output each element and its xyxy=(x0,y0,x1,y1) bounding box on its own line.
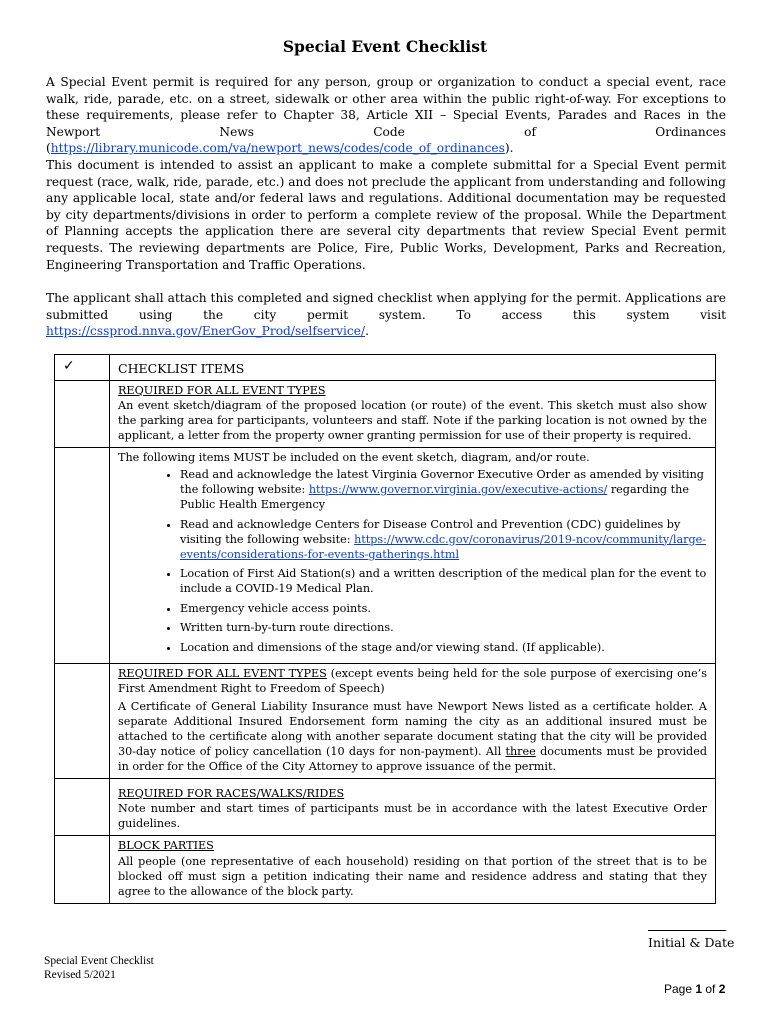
list-item: • Location of First Aid Station(s) and a written description of the medical plan for the event to include a COVID-19 Medical Plan. xyxy=(180,566,707,596)
municode-link[interactable]: https://library.municode.com/va/newport_news/codes/code_of_ordinances xyxy=(50,141,505,156)
check-box[interactable] xyxy=(55,779,110,836)
intro-p1-text: A Special Event permit is required for any person, group or organization to conduct a special event, race walk, ride, parade, etc. on a street, sidewalk or other area within the public right-of-way. For exceptions to these requirements, please refer to Chapter 38, Article XII – Special Events, Parades and Races in the Newport News Code of Ordinances ( xyxy=(46,75,726,156)
row-heading-block xyxy=(118,666,707,696)
list-item: • Location and dimensions of the stage and/or viewing stand. (If applicable). xyxy=(180,640,707,655)
intro-paragraph-2: This document is intended to assist an applicant to make a complete submittal for a Special Event permit request (race, walk, ride, parade, etc.) and does not preclude the applicant from understanding and following any applicable local, state and/or federal laws and regulations. Additional documentation may be requested by city departments/divisions in order to perform a complete review of the proposal. While the Department of Planning accepts the application there are several city departments that review Special Event permit requests. The reviewing departments are Police, Fire, Public Works, Development, Parks and Recreation, Engineering Transportation and Traffic Operations. xyxy=(46,158,726,272)
signature-label: Initial & Date xyxy=(648,935,735,950)
intro-p3-end: . xyxy=(365,324,369,339)
table-row xyxy=(55,448,716,664)
checklist-table xyxy=(54,354,716,904)
permit-system-link[interactable]: https://cssprod.nnva.gov/EnerGov_Prod/selfservice/ xyxy=(46,324,366,339)
row-heading: REQUIRED FOR ALL EVENT TYPES xyxy=(118,384,326,397)
check-box[interactable] xyxy=(55,381,110,448)
row-heading: BLOCK PARTIES xyxy=(118,839,214,852)
checkmark-header xyxy=(55,355,110,381)
check-box[interactable] xyxy=(55,664,110,779)
row-event-sketch xyxy=(110,381,716,448)
row-heading: REQUIRED FOR RACES/WALKS/RIDES xyxy=(118,787,345,800)
page-title: Special Event Checklist xyxy=(282,37,488,56)
table-row xyxy=(55,381,716,448)
checklist-items-header: CHECKLIST ITEMS xyxy=(110,355,716,381)
table-row xyxy=(55,836,716,904)
row-heading: REQUIRED FOR ALL EVENT TYPES xyxy=(118,667,327,680)
intro-p3-text: The applicant shall attach this completed and signed checklist when applying for the permit. Applications are submitted using the city permit system. To access this system visit xyxy=(46,291,726,322)
cdc-link[interactable]: https://www.cdc.gov/coronavirus/2019-ncov/community/large-events/considerations-for-events-gatherings.html xyxy=(180,532,707,561)
row-races xyxy=(110,779,716,836)
row-body: A Certificate of General Liability Insurance must have Newport News listed as a certificate holder. A separate Additional Insured Endorsement form naming the city as an additional insured must be attached to the certificate along with another separate document stating that the city will be provided 30-day notice of policy cancellation (10 days for non-payment). All three documents must be provided in order for the Office of the City Attorney to approve issuance of the permit. xyxy=(118,700,707,773)
checkmark-icon: ✓ xyxy=(63,358,75,374)
row-body: An event sketch/diagram of the proposed location (or route) of the event. This sketch must also show the parking area for participants, volunteers and staff. Note if the parking location is not owned by the applicant, a letter from the property owner granting permission for use of their property is required. xyxy=(118,399,707,442)
row-heading-rest: (except events being held for the sole purpose of exercising one’s First Amendment Right to Freedom of Speech) xyxy=(118,667,707,695)
footer-revision: Revised 5/2021 xyxy=(44,969,116,981)
check-box[interactable] xyxy=(55,836,110,904)
check-box[interactable] xyxy=(55,448,110,664)
intro-paragraph-1 xyxy=(46,74,726,157)
row-block-parties xyxy=(110,836,716,904)
table-row xyxy=(55,664,716,779)
governor-link[interactable]: https://www.governor.virginia.gov/executive-actions/ xyxy=(308,483,608,496)
list-item: • Read and acknowledge Centers for Disease Control and Prevention (CDC) guidelines by visiting the following website: https://www.cdc.gov/coronavirus/2019-ncov/community/large-events/considerations-for-events-gatherings.html xyxy=(180,517,707,562)
intro-p1-end: ). xyxy=(504,141,514,156)
row-sketch-items xyxy=(110,448,716,664)
intro-paragraph-3 xyxy=(46,290,726,340)
row-body: Note number and start times of participants must be in accordance with the latest Executive Order guidelines. xyxy=(118,802,707,830)
sketch-items-list xyxy=(118,467,707,655)
list-item: • Written turn-by-turn route directions. xyxy=(180,620,707,635)
row-insurance xyxy=(110,664,716,779)
table-row xyxy=(55,779,716,836)
list-item: • Emergency vehicle access points. xyxy=(180,601,707,616)
signature-line[interactable] xyxy=(648,930,726,931)
list-item: • Read and acknowledge the latest Virginia Governor Executive Order as amended by visiting the following website: https://www.governor.virginia.gov/executive-actions/ regarding the Public Health Emergency xyxy=(180,467,707,512)
footer-title: Special Event Checklist xyxy=(44,955,154,967)
page-number: Page 1 of 2 xyxy=(664,982,726,996)
row-body: All people (one representative of each household) residing on that portion of the street that is to be blocked off must sign a petition indicating their name and residence address and stating that they agree to the allowance of the block party. xyxy=(118,855,707,898)
table-header-row xyxy=(55,355,716,381)
row-intro: The following items MUST be included on the event sketch, diagram, and/or route. xyxy=(118,451,590,464)
